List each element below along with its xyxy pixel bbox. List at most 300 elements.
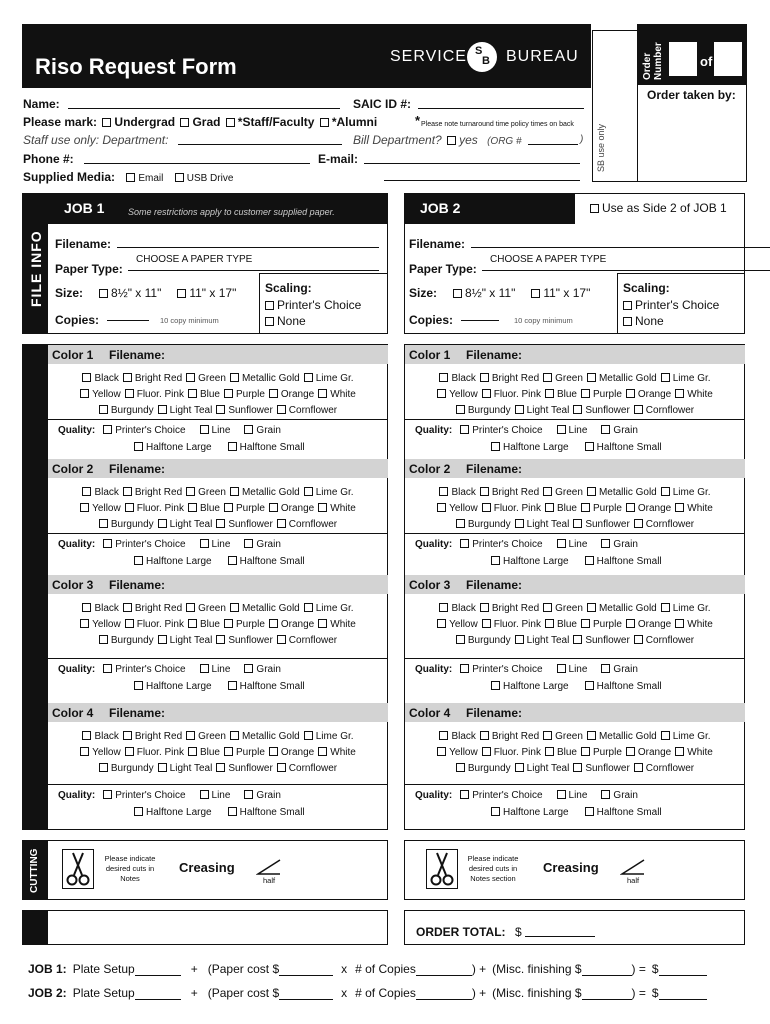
job1-paper-type-label: Paper Type: <box>55 262 123 276</box>
media-extra-field[interactable] <box>384 180 580 181</box>
job1-color2-ink-checkbox[interactable] <box>269 503 278 512</box>
job2-color2-ink-label: Bright Red <box>491 487 540 498</box>
job2-color2-ink-checkbox[interactable] <box>482 503 491 512</box>
job2-color4-ink-checkbox[interactable] <box>515 763 524 772</box>
job2-misc-field[interactable] <box>582 989 632 1000</box>
job2-color2-ink-checkbox[interactable] <box>480 487 489 496</box>
job2-color4-quality-line: Line <box>568 790 588 801</box>
job1-color2-ink-checkbox[interactable] <box>216 519 225 528</box>
job2-color1-ink-checkbox[interactable] <box>626 389 635 398</box>
job1-color2-ink-checkbox[interactable] <box>123 487 132 496</box>
job2-color3-label: Color 3 <box>409 578 451 592</box>
job1-size-letter-checkbox[interactable] <box>99 289 108 298</box>
job2-color2-ink-checkbox[interactable] <box>634 519 643 528</box>
job2-color2-ink-checkbox[interactable] <box>626 503 635 512</box>
job2-color4-quality-line-checkbox[interactable] <box>557 790 566 799</box>
job2-color3-halftone-large: Halftone Large <box>503 681 569 692</box>
job2-color2-quality-line-checkbox[interactable] <box>557 539 566 548</box>
job2-scaling-printers-checkbox[interactable] <box>623 301 632 310</box>
job2-color3-ink-checkbox[interactable] <box>587 603 596 612</box>
job2-copies-field[interactable] <box>416 989 472 1000</box>
notes-box[interactable] <box>22 910 388 945</box>
job1-scaling-printers-row <box>263 298 361 312</box>
job1-color3-ink-label: Lime Gr. <box>315 603 354 614</box>
job1-color2-quality-grain: Grain <box>256 539 281 550</box>
job2-scaling-none-row <box>621 314 664 328</box>
job1-color2-ink-checkbox[interactable] <box>125 503 134 512</box>
job2-color4-ink-checkbox[interactable] <box>482 747 491 756</box>
job1-color4-label: Color 4 <box>52 706 94 720</box>
job2-size-letter-checkbox[interactable] <box>453 289 462 298</box>
job1-color2-halftone-large-checkbox[interactable] <box>134 556 143 565</box>
job2-color2-quality-printers-checkbox[interactable] <box>460 539 469 548</box>
job2-misc-label: (Misc. finishing $ <box>492 986 582 1000</box>
job2-color2-ink-label: Orange <box>637 503 672 514</box>
job2-color4-ink-checkbox[interactable] <box>439 731 448 740</box>
job1-color1-ink-label: Yellow <box>92 389 121 400</box>
job2-color4-ink-checkbox[interactable] <box>573 763 582 772</box>
job1-color1-ink-label: Purple <box>235 389 265 400</box>
job1-color4-ink-checkbox[interactable] <box>99 763 108 772</box>
job2-paper-type-label: Paper Type: <box>409 262 477 276</box>
job1-color2-ink-checkbox[interactable] <box>318 503 327 512</box>
job1-color1-ink-checkbox[interactable] <box>230 373 239 382</box>
please-mark-label: Please mark: <box>23 115 98 129</box>
job1-color4-header <box>48 703 388 722</box>
job2-color4-ink-checkbox[interactable] <box>634 763 643 772</box>
job2-color2-quality-grain-checkbox[interactable] <box>601 539 610 548</box>
job2-color3-ink-row <box>405 601 745 617</box>
job2-color2-ink-checkbox[interactable] <box>515 519 524 528</box>
job1-paper-type-select[interactable]: CHOOSE A PAPER TYPE <box>136 254 253 265</box>
job1-color1-quality-grain-checkbox[interactable] <box>244 425 253 434</box>
job1-color4-ink-checkbox[interactable] <box>125 747 134 756</box>
job2-color1-quality-label: Quality: <box>415 425 453 436</box>
email-field[interactable] <box>364 163 580 164</box>
job2-color3-halftone-large-checkbox[interactable] <box>491 681 500 690</box>
job2-color2-ink-checkbox[interactable] <box>437 503 446 512</box>
job1-color1-quality-printers-checkbox[interactable] <box>103 425 112 434</box>
job1-color4-ink-checkbox[interactable] <box>318 747 327 756</box>
job2-color4-quality-printers: Printer's Choice <box>472 790 543 801</box>
staff-faculty-checkbox[interactable] <box>226 118 235 127</box>
job2-color1-ink-checkbox[interactable] <box>545 389 554 398</box>
job2-color4-ink-checkbox[interactable] <box>456 763 465 772</box>
job1-color3-ink-checkbox[interactable] <box>318 619 327 628</box>
job2-color4-ink-checkbox[interactable] <box>545 747 554 756</box>
job1-color4-ink-checkbox[interactable] <box>188 747 197 756</box>
job2-color3-ink-checkbox[interactable] <box>675 619 684 628</box>
job1-color1-ink-checkbox[interactable] <box>216 405 225 414</box>
job1-scaling-none-row <box>263 314 306 328</box>
job1-color2-inks <box>48 485 388 533</box>
job1-color3-quality-printers-checkbox[interactable] <box>103 664 112 673</box>
job1-color4-ink-checkbox[interactable] <box>80 747 89 756</box>
job1-color3-ink-checkbox[interactable] <box>188 619 197 628</box>
job1-color1-ink-checkbox[interactable] <box>99 405 108 414</box>
job2-color1-ink-checkbox[interactable] <box>439 373 448 382</box>
job1-color4-quality-line-checkbox[interactable] <box>200 790 209 799</box>
job1-color2-ink-checkbox[interactable] <box>158 519 167 528</box>
department-field[interactable] <box>178 144 342 145</box>
job1-color2-ink-checkbox[interactable] <box>188 503 197 512</box>
order-total-count-field[interactable] <box>714 42 742 76</box>
job1-color2-ink-checkbox[interactable] <box>277 519 286 528</box>
name-label: Name: <box>23 97 60 111</box>
order-number-field[interactable] <box>669 42 697 76</box>
job1-color3-ink-checkbox[interactable] <box>80 619 89 628</box>
job2-color2-ink-checkbox[interactable] <box>581 503 590 512</box>
job2-color1-quality-line-checkbox[interactable] <box>557 425 566 434</box>
bill-yes-checkbox[interactable] <box>447 136 456 145</box>
job1-color4-ink-row <box>48 761 388 777</box>
job1-plate-field[interactable] <box>135 965 181 976</box>
job2-color1-ink-label: Metallic Gold <box>598 373 657 384</box>
job2-color2-ink-label: Fluor. Pink <box>493 503 541 514</box>
job1-color3-ink-checkbox[interactable] <box>216 635 225 644</box>
job1-scaling-none-label: None <box>277 314 306 328</box>
job2-color4-ink-checkbox[interactable] <box>626 747 635 756</box>
job2-color3-ink-checkbox[interactable] <box>581 619 590 628</box>
job2-color4-halftone-large-checkbox[interactable] <box>491 807 500 816</box>
job2-color2-filename-label: Filename: <box>466 462 523 476</box>
job1-scaling-label: Scaling: <box>265 281 312 295</box>
job2-color3-ink-checkbox[interactable] <box>573 635 582 644</box>
job1-equals: ) = <box>631 962 646 976</box>
job1-color2-quality-printers-checkbox[interactable] <box>103 539 112 548</box>
job2-color4-quality-printers-checkbox[interactable] <box>460 790 469 799</box>
job1-color1-halftone-large-checkbox[interactable] <box>134 442 143 451</box>
job1-color4-ink-label: Metallic Gold <box>241 731 300 742</box>
job1-color3-ink-row <box>48 617 388 633</box>
job1-color2-ink-checkbox[interactable] <box>224 503 233 512</box>
job2-color4-ink-checkbox[interactable] <box>543 731 552 740</box>
job1-color1-ink-label: Black <box>94 373 119 384</box>
job2-color3-halftone-row <box>489 678 662 695</box>
job2-color1-halftone-small: Halftone Small <box>596 442 662 453</box>
job1-size-tabloid-checkbox[interactable] <box>177 289 186 298</box>
media-usb-checkbox[interactable] <box>175 173 184 182</box>
media-email-checkbox[interactable] <box>126 173 135 182</box>
job2-color4-ink-checkbox[interactable] <box>675 747 684 756</box>
job1-color4-ink-checkbox[interactable] <box>216 763 225 772</box>
job1-color1-ink-checkbox[interactable] <box>318 389 327 398</box>
job1-times: x <box>341 962 348 976</box>
job2-formula-label: JOB 2: <box>28 986 67 1000</box>
job2-color2-halftone-large-checkbox[interactable] <box>491 556 500 565</box>
job2-color1-ink-checkbox[interactable] <box>573 405 582 414</box>
job2-color4-ink-label: Blue <box>556 747 577 758</box>
job2-color1-quality-printers: Printer's Choice <box>472 425 543 436</box>
job1-color3-ink-checkbox[interactable] <box>158 635 167 644</box>
job2-color3-ink-checkbox[interactable] <box>515 635 524 644</box>
job1-color3-inks <box>48 601 388 649</box>
job2-color3-quality-grain-checkbox[interactable] <box>601 664 610 673</box>
job1-copies-field[interactable] <box>416 965 472 976</box>
job2-color1-quality-grain-checkbox[interactable] <box>601 425 610 434</box>
org-field[interactable] <box>528 144 578 145</box>
bill-yes-label: yes <box>459 133 478 147</box>
job2-color3-quality-line-checkbox[interactable] <box>557 664 566 673</box>
job1-color1-ink-checkbox[interactable] <box>186 373 195 382</box>
job1-color1-ink-checkbox[interactable] <box>125 389 134 398</box>
job1-color1-quality-label: Quality: <box>58 425 96 436</box>
job2-color1-ink-label: White <box>687 389 713 400</box>
job2-color4-halftone-small-checkbox[interactable] <box>585 807 594 816</box>
order-total-currency: $ <box>515 925 522 939</box>
job1-color1-ink-checkbox[interactable] <box>304 373 313 382</box>
job1-color4-ink-checkbox[interactable] <box>277 763 286 772</box>
job1-color4-ink-checkbox[interactable] <box>123 731 132 740</box>
job1-color2-ink-checkbox[interactable] <box>230 487 239 496</box>
job2-color4-ink-label: Green <box>555 731 583 742</box>
job2-total-field[interactable] <box>659 989 707 1000</box>
job2-color3-quality-printers-checkbox[interactable] <box>460 664 469 673</box>
job1-color2-ink-label: White <box>330 503 356 514</box>
job2-color1-filename-label: Filename: <box>466 348 523 362</box>
job2-paper-type-underline <box>482 270 770 271</box>
job1-color4-quality-printers-checkbox[interactable] <box>103 790 112 799</box>
job1-color3-ink-checkbox[interactable] <box>99 635 108 644</box>
job1-scaling-printers-checkbox[interactable] <box>265 301 274 310</box>
job1-copies-field[interactable] <box>107 320 149 321</box>
brand-bureau: BUREAU <box>506 48 579 65</box>
job1-color2-label: Color 2 <box>52 462 94 476</box>
turnaround-star: * <box>415 113 421 128</box>
job1-color4-halftone-large: Halftone Large <box>146 807 212 818</box>
job2-color3-ink-checkbox[interactable] <box>626 619 635 628</box>
scissors-icon <box>428 851 456 892</box>
job2-size-letter-label: 8½" x 11" <box>465 286 516 300</box>
job2-color3-ink-checkbox[interactable] <box>634 635 643 644</box>
alumni-label: *Alumni <box>331 115 378 129</box>
job2-color1-ink-checkbox[interactable] <box>587 373 596 382</box>
job1-color3-ink-checkbox[interactable] <box>82 603 91 612</box>
job2-color1-ink-checkbox[interactable] <box>543 373 552 382</box>
undergrad-checkbox[interactable] <box>102 118 111 127</box>
job1-color1-quality-printers: Printer's Choice <box>115 425 186 436</box>
job1-formula-row <box>28 962 707 976</box>
job2-color2-ink-checkbox[interactable] <box>675 503 684 512</box>
job2-color3-halftone-small-checkbox[interactable] <box>585 681 594 690</box>
job2-color2-ink-checkbox[interactable] <box>573 519 582 528</box>
job1-color3-ink-checkbox[interactable] <box>224 619 233 628</box>
job2-color4-ink-checkbox[interactable] <box>587 731 596 740</box>
job1-color4-ink-checkbox[interactable] <box>224 747 233 756</box>
job1-color2-ink-checkbox[interactable] <box>186 487 195 496</box>
job2-color3-ink-checkbox[interactable] <box>661 603 670 612</box>
job2-size-tabloid-checkbox[interactable] <box>531 289 540 298</box>
job2-color1-ink-checkbox[interactable] <box>456 405 465 414</box>
job1-color2-ink-checkbox[interactable] <box>82 487 91 496</box>
grad-checkbox[interactable] <box>180 118 189 127</box>
job2-color1-ink-checkbox[interactable] <box>515 405 524 414</box>
job2-filename-field[interactable] <box>471 247 770 248</box>
bill-department-label: Bill Department? <box>353 133 442 147</box>
job2-color1-inks <box>405 371 745 419</box>
job1-color3-ink-label: Burgundy <box>110 635 154 646</box>
job1-color3-ink-checkbox[interactable] <box>125 619 134 628</box>
supplied-media-row <box>23 170 233 184</box>
job1-color3-halftone-small: Halftone Small <box>239 681 305 692</box>
job1-color2-quality-line-checkbox[interactable] <box>200 539 209 548</box>
job1-color2-ink-checkbox[interactable] <box>80 503 89 512</box>
job1-color1-ink-checkbox[interactable] <box>80 389 89 398</box>
job2-color4-quality-grain: Grain <box>613 790 638 801</box>
job2-color2-ink-checkbox[interactable] <box>456 519 465 528</box>
job2-color3-ink-checkbox[interactable] <box>545 619 554 628</box>
job2-color1-ink-checkbox[interactable] <box>482 389 491 398</box>
logo-b: B <box>482 55 490 67</box>
job2-color1-ink-checkbox[interactable] <box>675 389 684 398</box>
job1-scaling-none-checkbox[interactable] <box>265 317 274 326</box>
saic-id-field[interactable] <box>418 108 584 109</box>
job1-misc-field[interactable] <box>582 965 632 976</box>
job1-filename-field[interactable] <box>117 247 379 248</box>
job1-color2-ink-label: Black <box>94 487 119 498</box>
job2-color1-ink-checkbox[interactable] <box>480 373 489 382</box>
job2-color2-halftone-small-checkbox[interactable] <box>585 556 594 565</box>
job1-color1-ink-checkbox[interactable] <box>158 405 167 414</box>
job1-color1-ink-label: Cornflower <box>288 405 338 416</box>
job1-color1-ink-checkbox[interactable] <box>269 389 278 398</box>
job2-color2-ink-checkbox[interactable] <box>439 487 448 496</box>
job1-color4-ink-checkbox[interactable] <box>230 731 239 740</box>
job2-color3-ink-checkbox[interactable] <box>456 635 465 644</box>
job2-color2-ink-label: Light Teal <box>526 519 570 530</box>
job1-color2-ink-label: Metallic Gold <box>241 487 300 498</box>
job1-color4-ink-checkbox[interactable] <box>269 747 278 756</box>
undergrad-label: Undergrad <box>114 115 176 129</box>
job2-color1-halftone-small-checkbox[interactable] <box>585 442 594 451</box>
job2-color1-ink-checkbox[interactable] <box>581 389 590 398</box>
job1-color4-ink-checkbox[interactable] <box>186 731 195 740</box>
media-usb-label: USB Drive <box>186 173 234 184</box>
job2-color3-ink-label: Blue <box>556 619 577 630</box>
job1-color2-halftone-small: Halftone Small <box>239 556 305 567</box>
job1-color4-quality-label: Quality: <box>58 790 96 801</box>
job1-color1-quality-line-checkbox[interactable] <box>200 425 209 434</box>
job2-color2-ink-checkbox[interactable] <box>587 487 596 496</box>
job1-color4-ink-checkbox[interactable] <box>158 763 167 772</box>
job1-dollar: $ <box>651 962 659 976</box>
job1-total-field[interactable] <box>659 965 707 976</box>
job1-color3-ink-row <box>48 601 388 617</box>
job1-paper-field[interactable] <box>279 965 333 976</box>
job1-color3-quality-line-checkbox[interactable] <box>200 664 209 673</box>
job2-color3-ink-checkbox[interactable] <box>437 619 446 628</box>
job1-color2-divider <box>48 533 388 534</box>
order-total-field[interactable] <box>525 936 595 937</box>
job2-copies-field[interactable] <box>461 320 499 321</box>
job1-color3-quality-grain: Grain <box>256 664 281 675</box>
job2-color4-ink-checkbox[interactable] <box>480 731 489 740</box>
cut-note-right: Please indicate desired cuts in Notes section <box>467 854 519 883</box>
job1-color4-ink-label: Cornflower <box>288 763 338 774</box>
job2-color4-ink-checkbox[interactable] <box>581 747 590 756</box>
job2-color1-ink-checkbox[interactable] <box>661 373 670 382</box>
job2-color3-ink-label: Sunflower <box>585 635 630 646</box>
job1-color1-halftone-small-checkbox[interactable] <box>228 442 237 451</box>
job2-color2-inks <box>405 485 745 533</box>
job2-color2-divider <box>405 533 745 534</box>
job2-paper-type-select[interactable]: CHOOSE A PAPER TYPE <box>490 254 607 265</box>
alumni-checkbox[interactable] <box>320 118 329 127</box>
job1-color1-ink-row <box>48 371 388 387</box>
job2-color4-ink-checkbox[interactable] <box>661 731 670 740</box>
phone-field[interactable] <box>84 163 310 164</box>
job2-color2-ink-checkbox[interactable] <box>661 487 670 496</box>
job2-color1-quality-printers-checkbox[interactable] <box>460 425 469 434</box>
job2-color3-ink-checkbox[interactable] <box>439 603 448 612</box>
please-mark-row <box>23 115 377 129</box>
job1-color4-ink-row <box>48 729 388 745</box>
job1-color3-ink-checkbox[interactable] <box>277 635 286 644</box>
job1-color1-ink-checkbox[interactable] <box>277 405 286 414</box>
job1-color3-ink-checkbox[interactable] <box>230 603 239 612</box>
job1-color3-ink-checkbox[interactable] <box>269 619 278 628</box>
job1-color4-halftone-small-checkbox[interactable] <box>228 807 237 816</box>
job1-color2-ink-checkbox[interactable] <box>304 487 313 496</box>
job2-color2-ink-checkbox[interactable] <box>543 487 552 496</box>
job2-scaling-none-checkbox[interactable] <box>623 317 632 326</box>
job1-color1-ink-checkbox[interactable] <box>188 389 197 398</box>
job2-color2-quality-line: Line <box>568 539 588 550</box>
job2-plate-field[interactable] <box>135 989 181 1000</box>
job1-color2-ink-checkbox[interactable] <box>99 519 108 528</box>
org-close: ) <box>580 134 584 145</box>
job1-color4-quality-grain-checkbox[interactable] <box>244 790 253 799</box>
job1-color3-halftone-small-checkbox[interactable] <box>228 681 237 690</box>
job2-paper-field[interactable] <box>279 989 333 1000</box>
job2-color2-ink-label: Purple <box>592 503 622 514</box>
name-field[interactable] <box>68 108 340 109</box>
job1-color1-ink-checkbox[interactable] <box>123 373 132 382</box>
staff-use-label: Staff use only: Department: <box>23 133 169 147</box>
job1-color4-halftone-large-checkbox[interactable] <box>134 807 143 816</box>
job1-color3-ink-label: Blue <box>199 619 220 630</box>
job1-color4-quality-line: Line <box>211 790 231 801</box>
job1-color4-ink-checkbox[interactable] <box>304 731 313 740</box>
job1-color3-ink-checkbox[interactable] <box>304 603 313 612</box>
job1-color1-ink-checkbox[interactable] <box>224 389 233 398</box>
job1-color1-header <box>48 345 388 364</box>
job1-color3-quality-grain-checkbox[interactable] <box>244 664 253 673</box>
job2-color1-ink-label: Orange <box>637 389 672 400</box>
job1-color1-ink-checkbox[interactable] <box>82 373 91 382</box>
job1-color3-ink-checkbox[interactable] <box>186 603 195 612</box>
job2-color1-ink-checkbox[interactable] <box>437 389 446 398</box>
job2-color4-quality-grain-checkbox[interactable] <box>601 790 610 799</box>
job2-color4-ink-checkbox[interactable] <box>437 747 446 756</box>
job2-color3-ink-checkbox[interactable] <box>482 619 491 628</box>
job2-size-tabloid-label: 11" x 17" <box>543 286 591 300</box>
job2-color1-ink-label: Purple <box>592 389 622 400</box>
job1-color4-filename-label: Filename: <box>109 706 166 720</box>
job2-color1-halftone-large-checkbox[interactable] <box>491 442 500 451</box>
job1-color3-halftone-large-checkbox[interactable] <box>134 681 143 690</box>
job1-color4-ink-checkbox[interactable] <box>82 731 91 740</box>
job2-color3-ink-checkbox[interactable] <box>480 603 489 612</box>
job2-color2-header <box>405 459 745 478</box>
job1-color3-ink-checkbox[interactable] <box>123 603 132 612</box>
job2-color2-ink-checkbox[interactable] <box>545 503 554 512</box>
job1-color2-halftone-small-checkbox[interactable] <box>228 556 237 565</box>
job1-color2-quality-grain-checkbox[interactable] <box>244 539 253 548</box>
job2-color3-ink-checkbox[interactable] <box>543 603 552 612</box>
job2-color1-ink-checkbox[interactable] <box>634 405 643 414</box>
job2-plate-label: Plate Setup <box>72 986 135 1000</box>
